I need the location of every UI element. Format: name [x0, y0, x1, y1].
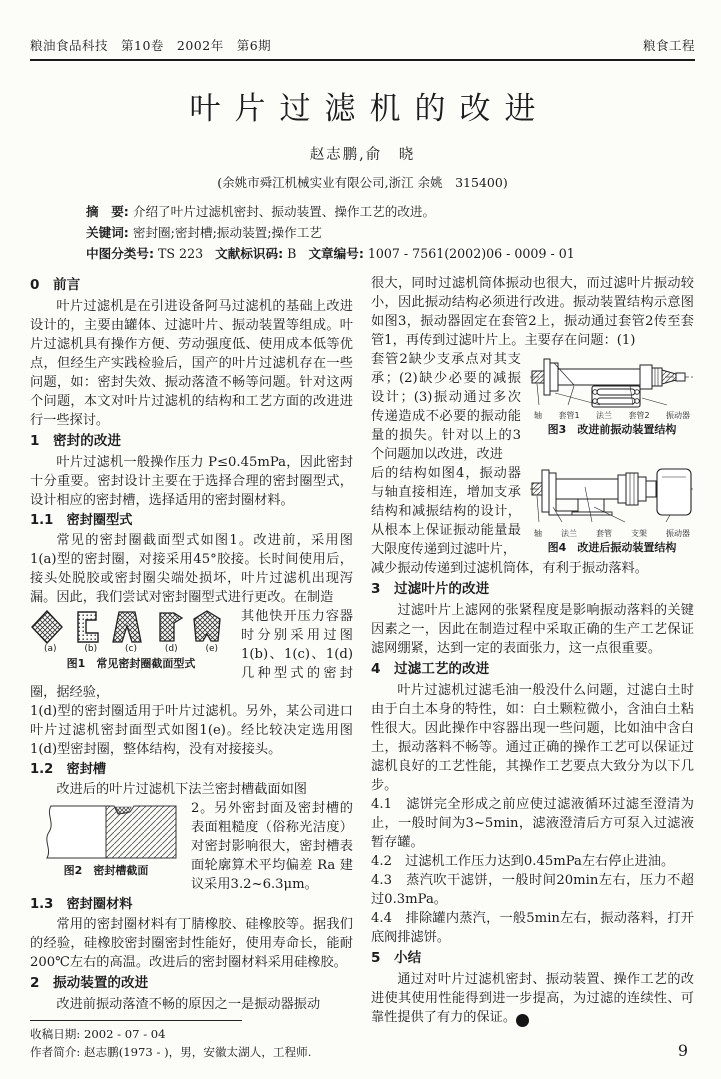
paragraph: 过滤叶片上滤网的张紧程度是影响振动落料的关键因素之一，因此在制造过程中采取正确的生产工艺保证滤网绷紧，达到一定的表面张力，这一点很重要。 [371, 603, 694, 656]
article-id-value: 1007 - 7561(2002)06 - 0009 - 01 [367, 246, 575, 261]
figure-2-image [30, 802, 182, 862]
section-heading-5: 5 小结 [371, 950, 422, 966]
section-heading-1-2: 1.2 密封槽 [30, 762, 107, 777]
clc-label: 中图分类号: [86, 246, 155, 261]
abstract-text: 介绍了叶片过滤机密封、振动装置、操作工艺的改进。 [132, 204, 436, 219]
keywords-line [86, 222, 695, 243]
paragraph: 改进后的叶片过滤机下法兰密封槽截面如图 [56, 782, 307, 797]
conclusion-text: 通过对叶片过滤机密封、振动装置、操作工艺的改进使其使用性能得到进一步提高，为过滤的连续性、可靠性提供了有力的保证。 [371, 972, 694, 1025]
keywords-label: 关键词: [86, 225, 129, 240]
header-rule [30, 59, 695, 61]
paragraph: 改进前振动落渣不畅的原因之一是振动器振动 [56, 997, 321, 1012]
paragraph: 减少振动传递到过滤机筒体，有利于振动落料。 [371, 561, 648, 576]
paragraph-step-4-3: 4.3 蒸汽吹干滤饼，一般时间20min左右，压力不超过0.3mPa。 [371, 873, 694, 907]
figure-4-label-flange: 法兰 [561, 529, 577, 538]
paragraph-step-4-2: 4.2 过滤机工作压力达到0.45mPa左右停止进油。 [371, 854, 675, 869]
page-title: 叶片过滤机的改进 [189, 91, 550, 127]
figure-3-label-vibrator: 振动器 [666, 411, 690, 420]
figure-3-part-labels [530, 411, 694, 421]
paragraph: 2。另外密封面及密封槽的表面粗糙度（俗称光洁度）对密封影响很大，密封槽表面轮廓算术平均偏差 Ra 建议采用3.2~6.3μm。 [191, 801, 353, 892]
classification-line [86, 243, 695, 264]
received-date: 收稿日期: 2002 - 07 - 04 [30, 1027, 166, 1041]
figure-4 [530, 467, 694, 555]
paragraph: 套管2缺少支承点对其支承；(2)缺少必要的减振设计；(3)振动通过多次传递造成不必要的振动能量的损失。针对以上的3个问题加以改进，改进 [371, 352, 521, 462]
figure-2 [30, 802, 182, 878]
abstract-line [86, 201, 695, 222]
doc-code-value: B [287, 246, 297, 261]
figure-1-caption: 图1 常见密封圈截面型式 [66, 657, 196, 670]
paragraph: 后的结构如图4，振动器与轴直接相连，增加支承结构和减振结构的设计，从根本上保证振动能量最大限度传递到过滤叶片， [371, 466, 521, 557]
paragraph: 1(d)型的密封圈适用于叶片过滤机。另外，某公司进口叶片过滤机密封面型式如图1(e)。经比较决定选用图1(d)型密封圈，整体结构，没有对接接头。 [30, 704, 353, 757]
left-column [30, 274, 353, 1060]
paragraph-step-4-1: 4.1 滤饼完全形成之前应使过滤液循环过滤至澄清为止，一般时间为3~5min，滤液澄清后方可泵入过滤液暂存罐。 [371, 797, 694, 850]
figure-1 [30, 610, 232, 671]
figure-4-label-bracket: 支架 [631, 529, 647, 538]
section-heading-1-3: 1.3 密封圈材料 [30, 897, 133, 912]
figure-4-image [530, 467, 694, 529]
clc-value: TS 223 [158, 246, 204, 261]
figure-2-caption: 图2 密封槽截面 [63, 864, 149, 877]
figure-3 [530, 353, 694, 437]
figure-3-label-sleeve2: 套管2 [628, 411, 650, 420]
figure-4-label-shaft: 轴 [534, 529, 542, 538]
authors: 赵志鹏,俞 晓 [309, 147, 416, 163]
doc-code-label: 文献标识码: [215, 246, 284, 261]
paragraph: 常见的密封圈截面型式如图1。改进前，采用图1(a)型的密封圈，对接采用45°胶接。长时间使用后，接头处脱胶或密封圈尖端处损坏，叶片过滤机出现泻漏。因此，我们尝试对密封圈型式进行更改。在制造 [30, 533, 353, 605]
left-column-text [30, 274, 353, 1014]
section-heading-1-1: 1.1 密封圈型式 [30, 513, 133, 528]
meta-block [86, 201, 695, 264]
two-column-body [30, 274, 695, 1060]
right-column [371, 274, 694, 1060]
paragraph: 叶片过滤机一般操作压力 P≤0.45mPa，因此密封十分重要。密封设计主要在于选择合理的密封圈型式，设计相应的密封槽，选择适用的密封圈材料。 [30, 455, 353, 508]
author-bio: 作者简介: 赵志鹏(1973 - )，男，安徽太湖人，工程师. [30, 1044, 312, 1059]
figure-3-image [530, 353, 694, 411]
abstract-label: 摘 要: [86, 204, 129, 219]
paragraph [371, 970, 694, 1027]
paragraph: 很大，同时过滤机筒体振动也很大，而过滤叶片振动较小，因此振动结构必须进行改进。振动装置结构示意图如图3，振动器固定在套管2上，振动通过套管2传至套管1，再传到过滤叶片上。主要存在问题：(1) [371, 276, 694, 348]
footnote-rule [30, 1020, 242, 1021]
figure-1-label-c: (c) [124, 644, 137, 654]
footnote-block [30, 1014, 353, 1061]
end-of-article-mark: 完 [516, 1014, 529, 1027]
figure-4-label-sleeve: 套管 [596, 529, 612, 538]
paragraph: 其他快开压力容器时分别采用过图1(b)、1(c)、1(d)几种型式的密封圈，据经验， [30, 609, 353, 700]
figure-3-label-flange: 法兰 [596, 411, 612, 420]
journal-section-name: 粮食工程 [642, 38, 695, 53]
paragraph: 常用的密封圈材料有丁腈橡胶、硅橡胶等。据我们的经验，硅橡胶密封圈密封性能好，使用寿命长，能耐200℃左右的高温。改进后的密封圈材料采用硅橡胶。 [30, 917, 353, 970]
figure-1-shape-labels [30, 644, 232, 655]
section-heading-1: 1 密封的改进 [30, 433, 122, 449]
figure-3-label-sleeve1: 套管1 [558, 411, 580, 420]
journal-header [30, 36, 695, 54]
section-heading-0: 0 前言 [30, 277, 81, 293]
article-id-label: 文章编号: [308, 246, 364, 261]
section-heading-3: 3 过滤叶片的改进 [371, 581, 490, 597]
journal-issue-info: 粮油食品科技 第10卷 2002年 第6期 [30, 38, 272, 53]
right-column-text [371, 274, 694, 1027]
page-number: 9 [677, 1041, 688, 1060]
figure-1-label-a: (a) [43, 644, 57, 654]
paragraph-step-4-4: 4.4 排除罐内蒸汽，一般5min左右，振动落料，打开底阀排滤饼。 [371, 911, 694, 945]
figure-4-part-labels [530, 529, 694, 539]
paragraph: 叶片过滤机是在引进设备阿马过滤机的基础上改进设计的，主要由罐体、过滤叶片、振动装置等组成。叶片过滤机具有操作方便、劳动强度低、使用成本低等优点，但经生产实践检验后，国产的叶片过滤机存在一些问题，如：密封失效、振动落渣不畅等问题。针对这两个问题，本文对叶片过滤机的结构和工艺方面的改进进行一些探讨。 [30, 299, 353, 428]
figure-1-label-d: (d) [164, 644, 178, 654]
figure-3-caption: 图3 改进前振动装置结构 [547, 423, 677, 436]
paragraph: 叶片过滤机过滤毛油一般没什么问题，过滤白土时由于白土本身的特性，如：白土颗粒微小，含油白土粘性很大。因此操作中容器出现一些问题，比如油中含白土，振动落料不畅等。通过正确的操作工艺可以保证过滤机良好的工艺性能，其操作工艺要点大致分为以下几步。 [371, 683, 694, 793]
figure-1-label-b: (b) [84, 644, 98, 654]
affiliation: (余姚市舜江机械实业有限公司,浙江 余姚 315400) [217, 175, 508, 190]
keywords-text: 密封圈;密封槽;振动装置;操作工艺 [132, 225, 322, 240]
section-heading-2: 2 振动装置的改进 [30, 975, 149, 991]
figure-1-image [30, 610, 232, 644]
figure-1-label-e: (e) [205, 644, 219, 654]
figure-4-caption: 图4 改进后振动装置结构 [547, 541, 677, 554]
figure-3-label-shaft: 轴 [534, 411, 542, 420]
section-heading-4: 4 过滤工艺的改进 [371, 661, 490, 677]
figure-4-label-vibrator: 振动器 [666, 529, 690, 538]
